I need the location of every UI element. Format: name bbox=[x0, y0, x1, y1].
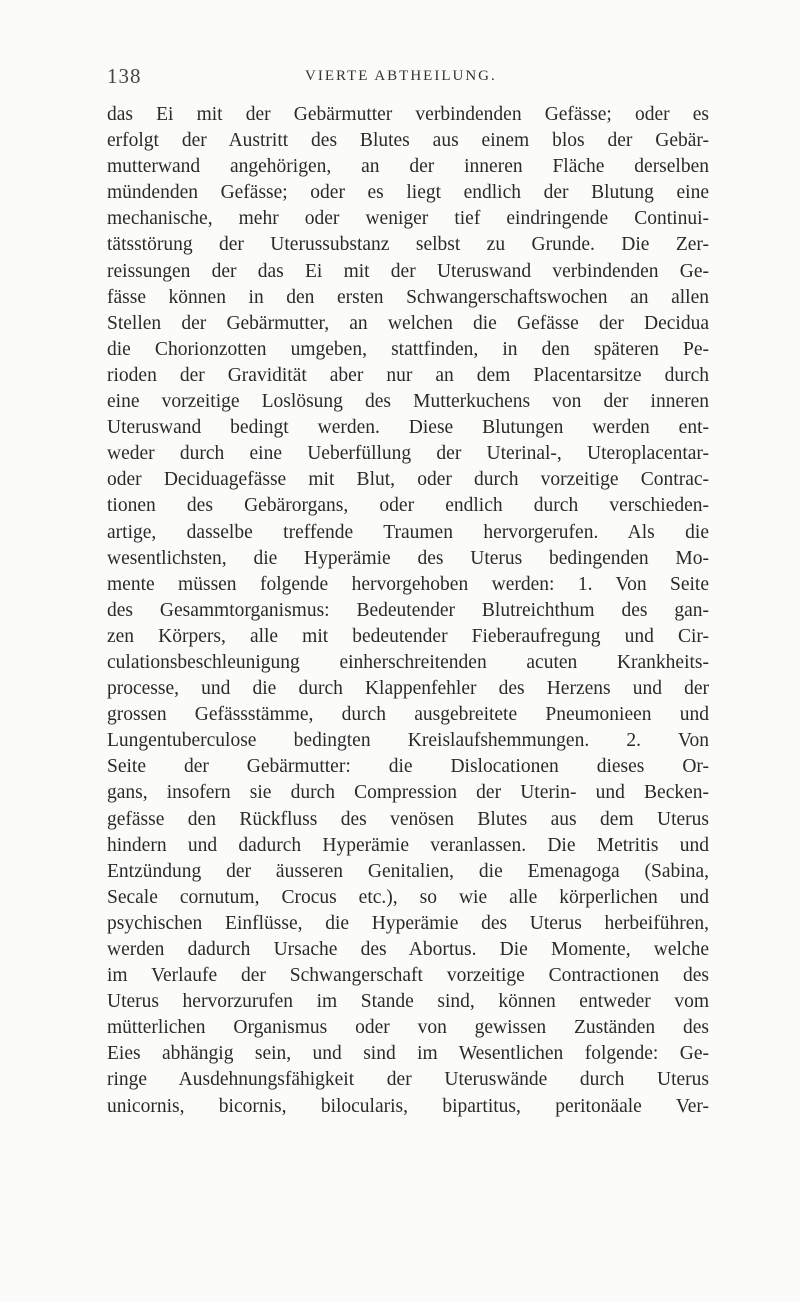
text-line: psychischen Einflüsse, die Hyperämie des Uterus herbeiführen, bbox=[107, 912, 709, 934]
text-line: gans, insofern sie durch Compression der Uterin- und Becken- bbox=[107, 782, 709, 804]
text-line: gefässe den Rückfluss des venösen Blutes aus dem Uterus bbox=[107, 808, 709, 830]
text-line: grossen Gefässstämme, durch ausgebreitete Pneumonieen und bbox=[107, 704, 709, 726]
text-line: Uterus hervorzurufen im Stande sind, können entweder vom bbox=[107, 991, 709, 1013]
text-line: fässe können in den ersten Schwangerschaftswochen an allen bbox=[107, 286, 709, 308]
text-line: Entzündung der äusseren Genitalien, die Emenagoga (Sabina, bbox=[107, 860, 709, 882]
text-line: das Ei mit der Gebärmutter verbindenden Gefässe; oder es bbox=[107, 104, 709, 125]
text-line: des Gesammtorganismus: Bedeutender Blutreichthum des gan- bbox=[107, 599, 709, 621]
text-line: die Chorionzotten umgeben, stattfinden, in den späteren Pe- bbox=[107, 338, 709, 360]
page-header bbox=[107, 64, 707, 90]
text-line: mente müssen folgende hervorgehoben werden: 1. Von Seite bbox=[107, 573, 709, 595]
text-line: artige, dasselbe treffende Traumen hervorgerufen. Als die bbox=[107, 521, 709, 543]
text-line: Eies abhängig sein, und sind im Wesentlichen folgende: Ge- bbox=[107, 1043, 709, 1065]
text-line: weder durch eine Ueberfüllung der Uterinal-, Uteroplacentar- bbox=[107, 443, 709, 465]
text-line: Lungentuberculose bedingten Kreislaufshemmungen. 2. Von bbox=[107, 730, 709, 752]
text-line: mütterlichen Organismus oder von gewissen Zuständen des bbox=[107, 1017, 709, 1039]
text-line: zen Körpers, alle mit bedeutender Fieberaufregung und Cir- bbox=[107, 625, 709, 647]
text-line: rioden der Gravidität aber nur an dem Placentarsitze durch bbox=[107, 364, 709, 386]
text-line: processe, und die durch Klappenfehler des Herzens und der bbox=[107, 678, 709, 700]
page-number: 138 bbox=[107, 64, 142, 88]
text-line: werden dadurch Ursache des Abortus. Die Momente, welche bbox=[107, 939, 709, 960]
text-line: ringe Ausdehnungsfähigkeit der Uteruswände durch Uterus bbox=[107, 1069, 709, 1091]
text-line: Seite der Gebärmutter: die Dislocationen dieses Or- bbox=[107, 756, 709, 778]
text-line: mündenden Gefässe; oder es liegt endlich der Blutung eine bbox=[107, 182, 709, 204]
text-line: Uteruswand bedingt werden. Diese Blutungen werden ent- bbox=[107, 417, 709, 439]
text-line: Stellen der Gebärmutter, an welchen die Gefässe der Decidua bbox=[107, 312, 709, 334]
text-line: oder Deciduagefässe mit Blut, oder durch vorzeitige Contrac- bbox=[107, 469, 709, 491]
body-text bbox=[107, 102, 709, 1120]
text-line: im Verlaufe der Schwangerschaft vorzeitige Contractionen des bbox=[107, 965, 709, 987]
text-line: tionen des Gebärorgans, oder endlich durch verschieden- bbox=[107, 495, 709, 517]
text-line: erfolgt der Austritt des Blutes aus einem blos der Gebär- bbox=[107, 130, 709, 152]
text-line: reissungen der das Ei mit der Uteruswand verbindenden Ge- bbox=[107, 260, 709, 282]
text-line: mutterwand angehörigen, an der inneren Fläche derselben bbox=[107, 156, 709, 178]
running-head: VIERTE ABTHEILUNG. bbox=[305, 68, 497, 84]
text-line: tätsstörung der Uterussubstanz selbst zu Grunde. Die Zer- bbox=[107, 234, 709, 256]
text-line: Secale cornutum, Crocus etc.), so wie alle körperlichen und bbox=[107, 886, 709, 908]
text-line: eine vorzeitige Loslösung des Mutterkuchens von der inneren bbox=[107, 391, 709, 413]
text-line: culationsbeschleunigung einherschreitenden acuten Krankheits- bbox=[107, 651, 709, 673]
text-line: wesentlichsten, die Hyperämie des Uterus bedingenden Mo- bbox=[107, 547, 709, 569]
text-line: hindern und dadurch Hyperämie veranlassen. Die Metritis und bbox=[107, 834, 709, 856]
text-line: unicornis, bicornis, bilocularis, bipartitus, peritonäale Ver- bbox=[107, 1095, 709, 1117]
text-line: mechanische, mehr oder weniger tief eindringende Continui- bbox=[107, 208, 709, 230]
